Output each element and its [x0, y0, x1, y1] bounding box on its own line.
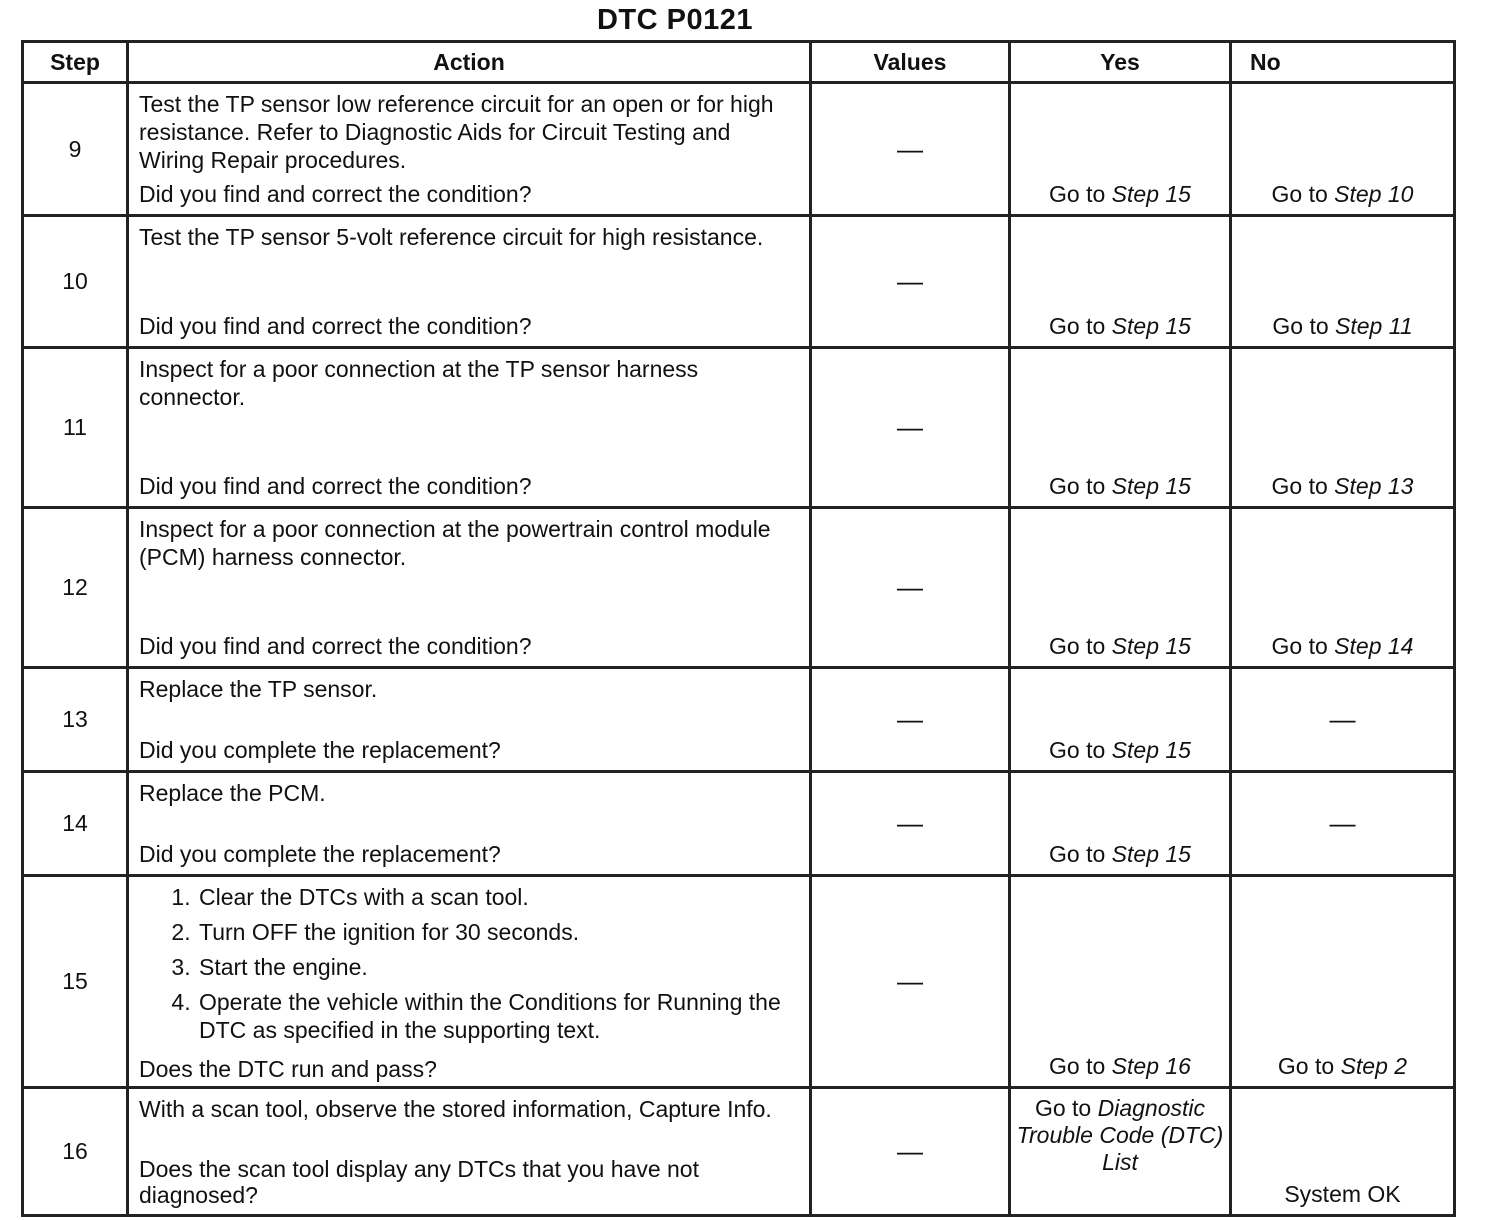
no-cell	[1231, 876, 1455, 1088]
no-prefix: Go to	[1271, 633, 1328, 659]
action-text: Test the TP sensor low reference circuit for an open or for high resistance. Refer to Diagnostic Aids for Circuit Testing and Wiring Repair procedures.	[139, 91, 774, 173]
page-title: DTC P0121	[596, 4, 753, 36]
action-text: Inspect for a poor connection at the TP sensor harness connector.	[139, 356, 699, 410]
table-row	[23, 772, 1455, 876]
yes-link: Step 16	[1111, 1053, 1191, 1079]
yes-link: Step 15	[1111, 737, 1191, 763]
no-cell: —	[1231, 772, 1455, 876]
action-cell	[128, 83, 811, 216]
step-number: 10	[23, 216, 128, 348]
action-cell	[128, 1088, 811, 1216]
yes-prefix: Go to	[1049, 313, 1106, 339]
action-question: Did you find and correct the condition?	[139, 181, 532, 207]
yes-link: Step 15	[1111, 181, 1191, 207]
action-text: Replace the PCM.	[139, 780, 326, 806]
header-values: Values	[811, 42, 1010, 83]
step-number: 13	[23, 668, 128, 772]
values-cell: —	[811, 508, 1010, 668]
no-prefix: Go to	[1277, 1053, 1335, 1079]
action-question: Did you find and correct the condition?	[139, 313, 532, 339]
no-cell: —	[1231, 668, 1455, 772]
table-row	[23, 668, 1455, 772]
list-item: 2. Turn OFF the ignition for 30 seconds.	[197, 918, 799, 946]
yes-prefix: Go to	[1049, 181, 1106, 207]
no-prefix: Go to	[1271, 473, 1328, 499]
no-prefix: Go to	[1271, 181, 1328, 207]
values-cell: —	[811, 668, 1010, 772]
no-cell: System OK	[1231, 1088, 1455, 1216]
values-cell: —	[811, 216, 1010, 348]
table-row	[23, 876, 1455, 1088]
values-cell: —	[811, 348, 1010, 508]
yes-cell	[1010, 668, 1231, 772]
step-number: 9	[23, 83, 128, 216]
table-row	[23, 508, 1455, 668]
header-no: No	[1231, 42, 1455, 83]
no-link: Step 2	[1340, 1053, 1408, 1079]
no-link: Step 13	[1334, 473, 1414, 499]
action-question: Did you complete the replacement?	[139, 841, 501, 867]
header-row	[23, 42, 1455, 83]
no-prefix: Go to	[1272, 313, 1329, 339]
action-cell	[128, 772, 811, 876]
yes-prefix: Go to	[1049, 737, 1106, 763]
yes-prefix: Go to	[1049, 633, 1106, 659]
yes-prefix: Go to	[1049, 841, 1106, 867]
values-cell: —	[811, 1088, 1010, 1216]
table-row	[23, 348, 1455, 508]
yes-cell	[1010, 1088, 1231, 1216]
list-item: 4. Operate the vehicle within the Conditions for Running the DTC as specified in the supporting text.	[197, 988, 799, 1044]
yes-prefix: Go to	[1034, 1095, 1092, 1121]
action-cell	[128, 876, 811, 1088]
action-text: Inspect for a poor connection at the powertrain control module (PCM) harness connector.	[139, 516, 771, 570]
action-cell	[128, 668, 811, 772]
no-cell	[1231, 508, 1455, 668]
header-action: Action	[128, 42, 811, 83]
no-link: Step 11	[1335, 313, 1413, 339]
step-number: 15	[23, 876, 128, 1088]
action-steps-list	[139, 883, 799, 1051]
action-cell	[128, 216, 811, 348]
action-text: Replace the TP sensor.	[139, 676, 378, 702]
yes-link: Step 15	[1111, 633, 1191, 659]
action-cell	[128, 508, 811, 668]
no-cell	[1231, 348, 1455, 508]
yes-link: Step 15	[1111, 313, 1191, 339]
list-item: 1. Clear the DTCs with a scan tool.	[197, 883, 799, 911]
action-cell	[128, 348, 811, 508]
step-number: 12	[23, 508, 128, 668]
yes-cell	[1010, 876, 1231, 1088]
action-question: Does the DTC run and pass?	[139, 1056, 437, 1082]
action-question: Did you find and correct the condition?	[139, 633, 532, 659]
action-question: Does the scan tool display any DTCs that you have not diagnosed?	[139, 1156, 699, 1208]
yes-cell	[1010, 508, 1231, 668]
yes-link: Step 15	[1111, 473, 1191, 499]
yes-cell	[1010, 216, 1231, 348]
yes-cell	[1010, 83, 1231, 216]
values-cell: —	[811, 772, 1010, 876]
step-number: 14	[23, 772, 128, 876]
header-step: Step	[23, 42, 128, 83]
values-cell: —	[811, 83, 1010, 216]
yes-prefix: Go to	[1049, 1053, 1106, 1079]
yes-prefix: Go to	[1049, 473, 1106, 499]
yes-cell	[1010, 772, 1231, 876]
action-text: With a scan tool, observe the stored information, Capture Info.	[139, 1096, 772, 1122]
header-yes: Yes	[1010, 42, 1231, 83]
no-link: Step 10	[1334, 181, 1414, 207]
no-cell	[1231, 216, 1455, 348]
action-question: Did you complete the replacement?	[139, 737, 501, 763]
diagnostic-table	[21, 40, 1456, 1217]
yes-cell	[1010, 348, 1231, 508]
no-link: Step 14	[1334, 633, 1414, 659]
table-row	[23, 83, 1455, 216]
step-number: 16	[23, 1088, 128, 1216]
step-number: 11	[23, 348, 128, 508]
values-cell: —	[811, 876, 1010, 1088]
action-text: Test the TP sensor 5-volt reference circuit for high resistance.	[139, 224, 764, 250]
yes-link: Step 15	[1111, 841, 1191, 867]
yes-link: Diagnostic Trouble Code (DTC) List	[1016, 1095, 1224, 1175]
table-row	[23, 1088, 1455, 1216]
action-question: Did you find and correct the condition?	[139, 473, 532, 499]
no-cell	[1231, 83, 1455, 216]
list-item: 3. Start the engine.	[197, 953, 799, 981]
table-row	[23, 216, 1455, 348]
